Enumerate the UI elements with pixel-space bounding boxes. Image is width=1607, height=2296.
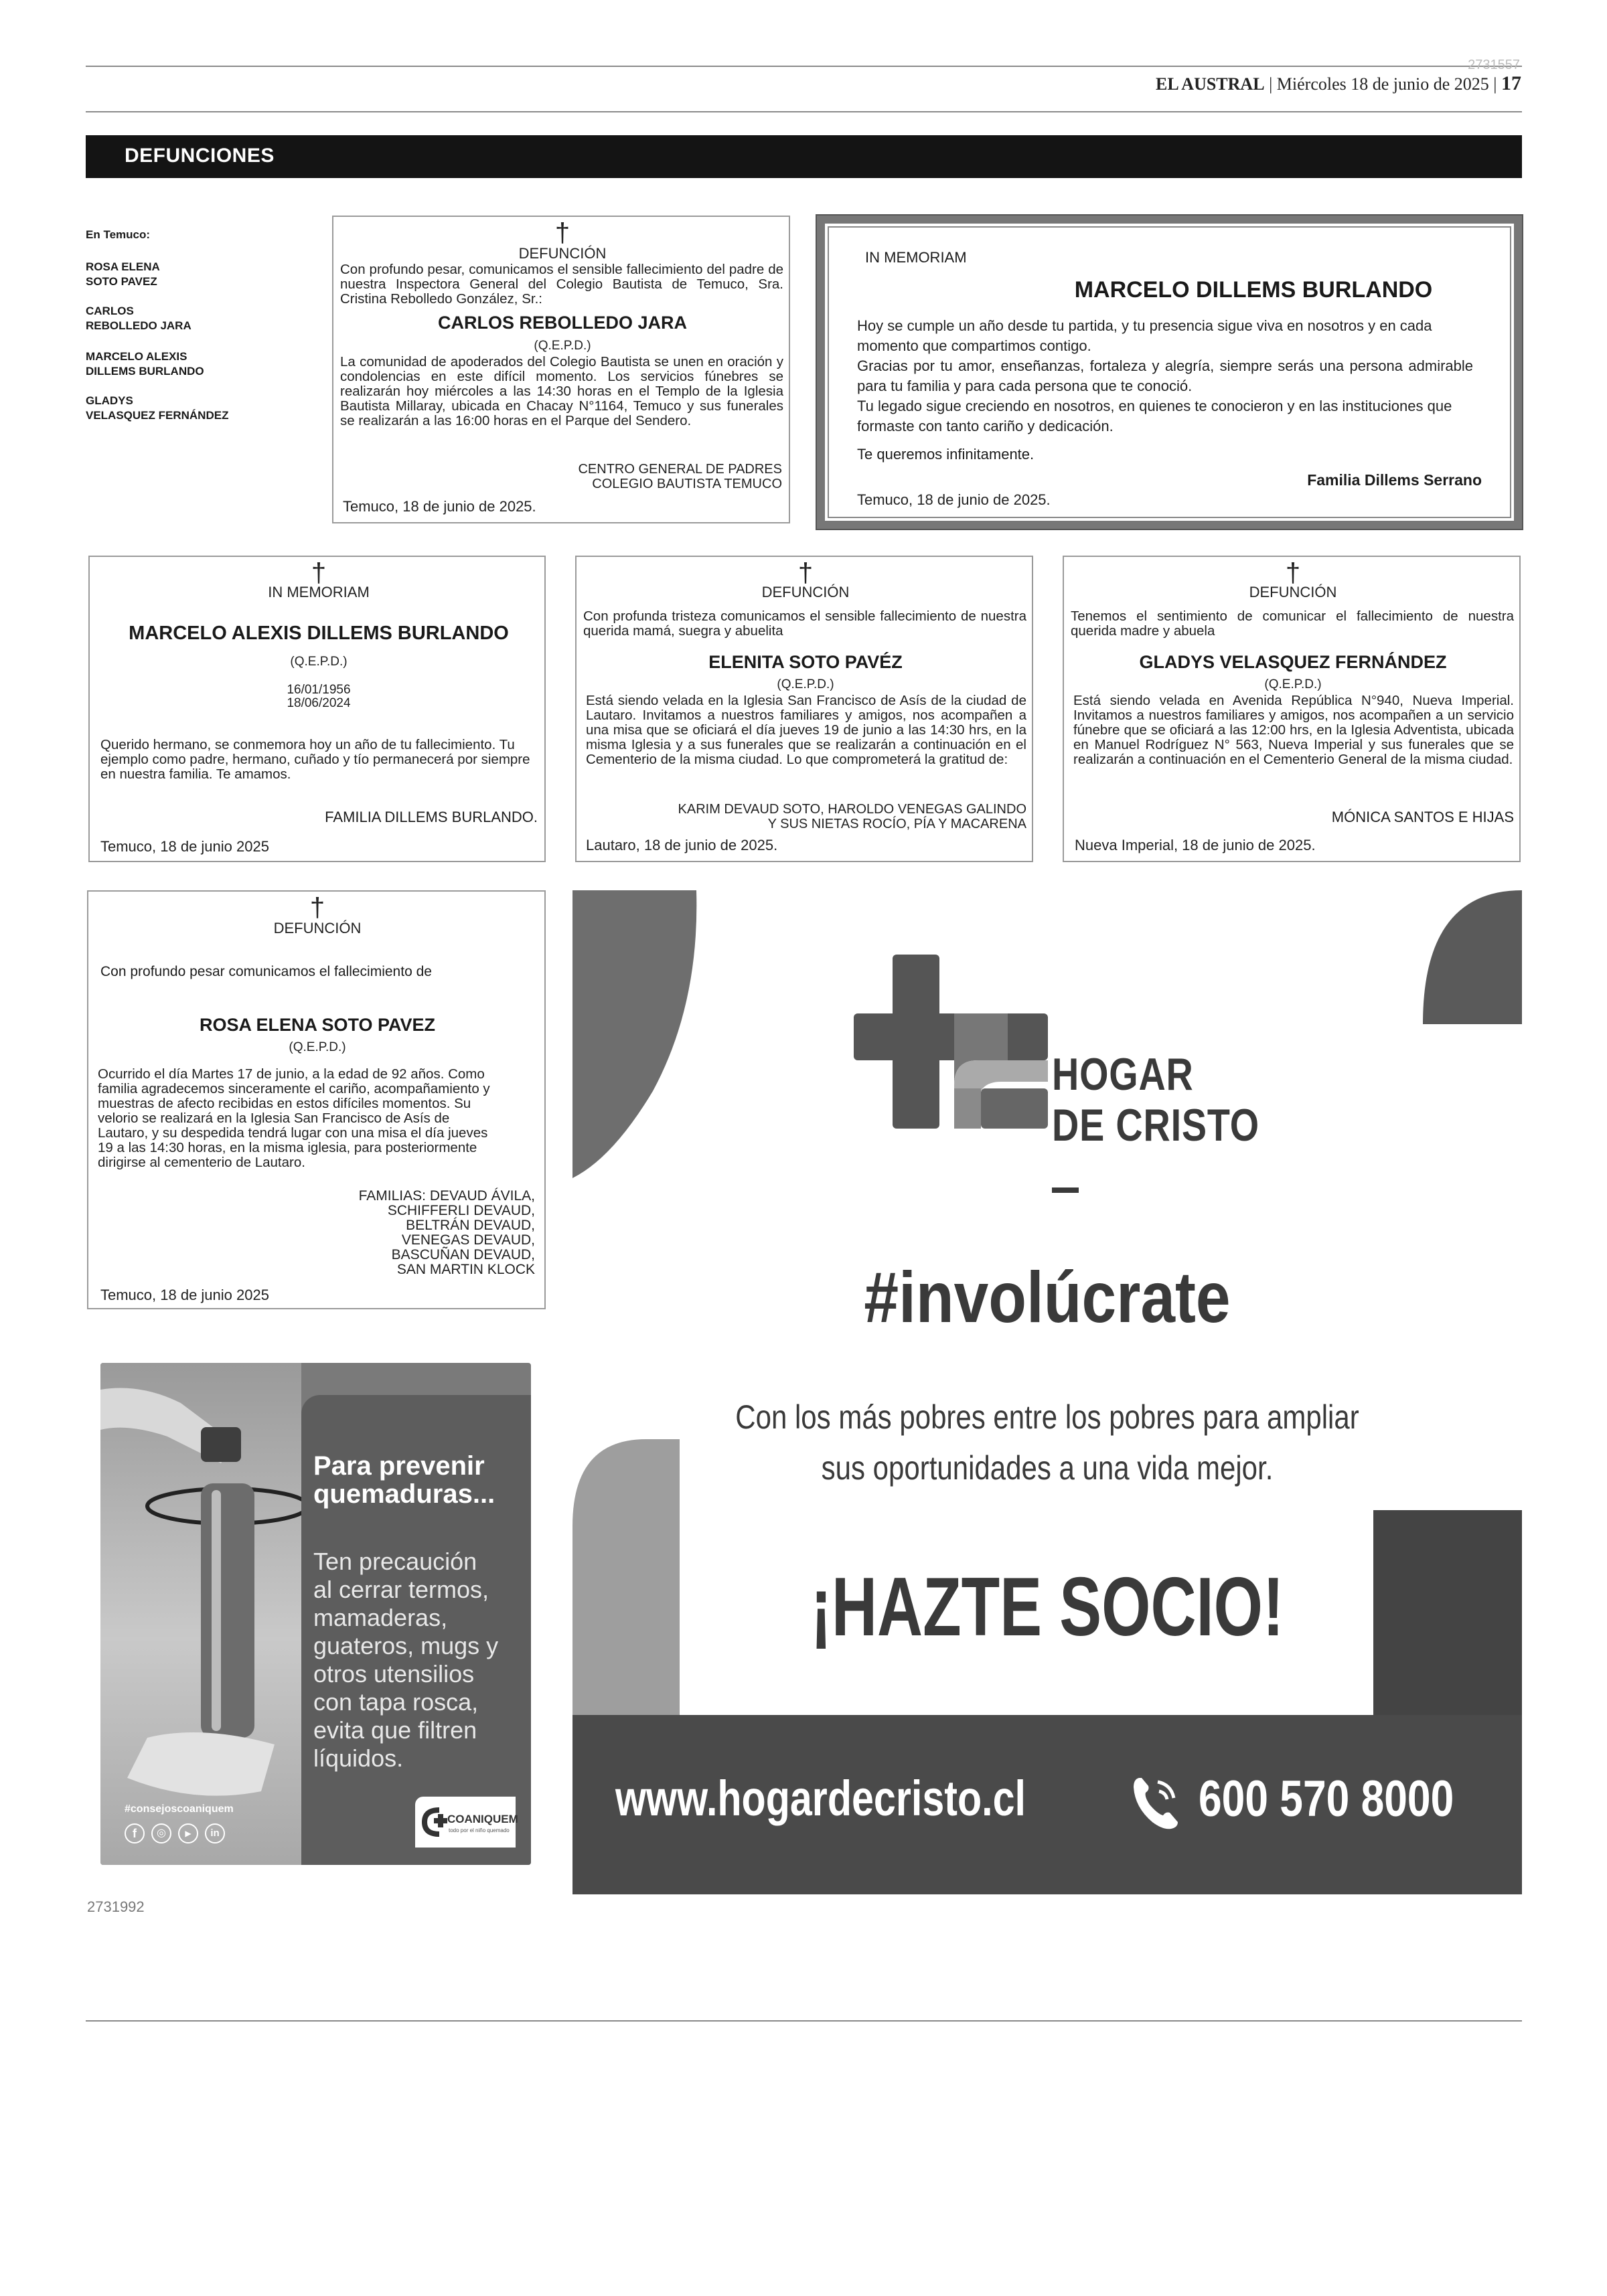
memoriam-paragraph: Gracias por tu amor, enseñanzas, fortaleza y alegría, siempre serás una persona admirable para tu familia y para cada persona que te conoció.: [857, 357, 1473, 394]
notice-date: Temuco, 18 de junio 2025: [100, 838, 269, 855]
ad-tagline: Con los más pobres entre los pobres para ampliar: [735, 1398, 1359, 1436]
ad-photo: [100, 1363, 301, 1865]
ad-code: 2731992: [87, 1898, 145, 1915]
bottom-rule: [86, 2020, 1522, 2022]
ad-headline: quemaduras...: [313, 1479, 495, 1509]
youtube-icon[interactable]: ▶: [178, 1823, 198, 1843]
coaniquem-sub: todo por el niño quemado: [449, 1827, 510, 1833]
index-name: ROSA ELENA SOTO PAVEZ: [86, 260, 160, 288]
linkedin-icon[interactable]: in: [205, 1823, 225, 1843]
notice-intro: Tenemos el sentimiento de comunicar el fallecimiento de nuestra querida madre y abuela: [1071, 608, 1514, 639]
contact-band: [572, 1715, 1522, 1894]
ad-hashtag: #involúcrate: [864, 1256, 1231, 1337]
cross-icon: †: [554, 218, 570, 248]
page-number: 17: [1501, 72, 1521, 94]
notice-body: Está siendo velada en la Iglesia San Francisco de Asís de la ciudad de Lautaro. Invitamos a nuestros familiares y amigos, nos acompañen a una misa que se oficiará el día jueves 19 de junio a las 14:30 hrs, en la misma Iglesia y a sus funerales que se realizarán a continuación en el Cementerio de la misma ciudad. Lo que comprometerá la gratitud de:: [586, 693, 1026, 767]
ad-text-panel: [301, 1395, 531, 1865]
cross-icon: †: [797, 558, 814, 588]
memoriam-framed: [817, 216, 1522, 529]
deceased-name: ELENITA SOTO PAVÉZ: [708, 652, 903, 672]
memoriam-date: Temuco, 18 de junio de 2025.: [857, 491, 1051, 508]
ad-coaniquem: [100, 1363, 531, 1865]
notice-body: Querido hermano, se conmemora hoy un año de tu fallecimiento. Tu ejemplo como padre, hermano, cuñado y tío permanecerá por siempre en nuestra familia. Te amamos.: [100, 737, 530, 782]
qepd: (Q.E.P.D.): [534, 339, 591, 353]
index-name: GLADYS VELASQUEZ FERNÁNDEZ: [86, 394, 229, 422]
ad-hashtag: #consejoscoaniquem: [125, 1803, 234, 1815]
notice-rebolledo: [332, 216, 790, 523]
ad-cta: ¡HAZTE SOCIO!: [810, 1561, 1284, 1653]
brand-line-1: HOGAR: [1052, 1049, 1194, 1100]
deceased-name: CARLOS REBOLLEDO JARA: [437, 313, 688, 333]
section-bar: [86, 135, 1522, 178]
notice-body: Ocurrido el día Martes 17 de junio, a la edad de 92 años. Como familia agradecemos sinceramente el cariño, acompañamiento y muestras de afecto recibidas en estos difíciles momentos. Su velorio se realizará en la Iglesia San Francisco de Asís de Lautaro, y su despedida tendrá lugar con una misa el día jueves 19 a las 14:30 horas, en la misma iglesia, para posteriormente dirigirse al cementerio de Lautaro.: [98, 1066, 490, 1170]
top-rule: [86, 66, 1522, 67]
notice-caption: DEFUNCIÓN: [518, 245, 607, 262]
hogar-logo-icon: [854, 955, 1048, 1129]
ad-tagline: sus oportunidades a una vida mejor.: [821, 1449, 1274, 1487]
instagram-icon[interactable]: ◎: [151, 1823, 171, 1843]
index-heading: En Temuco:: [86, 228, 151, 241]
notice-caption: DEFUNCIÓN: [1249, 584, 1337, 600]
notice-date: Nueva Imperial, 18 de junio de 2025.: [1075, 837, 1316, 853]
notice-caption: DEFUNCIÓN: [761, 584, 850, 600]
section-title: DEFUNCIONES: [125, 145, 275, 167]
deceased-name: GLADYS VELASQUEZ FERNÁNDEZ: [1139, 652, 1447, 672]
corner-shape: [1423, 890, 1522, 1024]
cross-icon: †: [309, 893, 325, 922]
deceased-name: MARCELO ALEXIS DILLEMS BURLANDO: [129, 623, 509, 644]
ad-phone[interactable]: 600 570 8000: [1199, 1771, 1454, 1827]
notice-date: Temuco, 18 de junio 2025: [100, 1287, 269, 1303]
masthead: EL AUSTRAL | Miércoles 18 de junio de 2025 | 17: [1155, 72, 1521, 94]
brand-line-2: DE CRISTO: [1052, 1100, 1259, 1151]
index-name: MARCELO ALEXIS DILLEMS BURLANDO: [86, 350, 204, 378]
paper-name: EL AUSTRAL: [1155, 74, 1265, 94]
notice-gladys: [1063, 556, 1521, 862]
coaniquem-logo: [415, 1797, 516, 1848]
coaniquem-brand: COANIQUEM: [447, 1813, 518, 1825]
notice-body: Está siendo velada en Avenida República N°940, Nueva Imperial. Invitamos a nuestros familiares y amigos, nos acompañen a un servicio fúnebre que se oficiará a las 12:00 hrs, en la Iglesia Adventista, ubicada en Manuel Rodríguez N° 563, Nueva Imperial y sus funerales que se realizarán a continuación en el Cementerio General de la misma ciudad.: [1073, 693, 1514, 767]
notice-signature: MÓNICA SANTOS E HIJAS: [1331, 809, 1514, 825]
notice-rosa: [87, 890, 546, 1309]
header-date: Miércoles 18 de junio de 2025: [1276, 74, 1489, 94]
notice-intro: Con profunda tristeza comunicamos el sensible fallecimiento de nuestra querida mamá, suegra y abuelita: [583, 608, 1026, 639]
header-rule: [86, 111, 1522, 112]
qepd: (Q.E.P.D.): [777, 677, 834, 691]
memoriam-paragraph: Tu legado sigue creciendo en nosotros, en quienes te conocieron y en las instituciones que formaste con tanto cariño y dedicación.: [857, 398, 1452, 434]
phone-icon: [1130, 1773, 1183, 1834]
ghost-code: 2731557: [1468, 58, 1520, 72]
coaniquem-logo-icon: [420, 1806, 447, 1838]
memoriam-paragraph: Te queremos infinitamente.: [857, 446, 1035, 463]
qepd: (Q.E.P.D.): [1264, 677, 1322, 691]
notice-signature: KARIM DEVAUD SOTO, HAROLDO VENEGAS GALINDO Y SUS NIETAS ROCÍO, PÍA Y MACARENA: [678, 802, 1026, 831]
memoriam-marcelo: [88, 556, 546, 862]
memoriam-caption: IN MEMORIAM: [865, 249, 967, 266]
qepd: (Q.E.P.D.): [290, 655, 348, 669]
ad-url[interactable]: www.hogardecristo.cl: [615, 1771, 1026, 1826]
notice-date: Temuco, 18 de junio de 2025.: [343, 498, 536, 515]
birth-date: 16/01/1956: [287, 683, 351, 697]
notice-caption: IN MEMORIAM: [268, 584, 370, 600]
notice-signature: CENTRO GENERAL DE PADRES COLEGIO BAUTISTA TEMUCO: [578, 462, 782, 491]
cross-icon: †: [1285, 558, 1301, 588]
notice-intro: Con profundo pesar comunicamos el fallecimiento de: [100, 964, 432, 979]
ad-headline: Para prevenir: [313, 1451, 485, 1481]
notice-signature: FAMILIA DILLEMS BURLANDO.: [325, 809, 538, 825]
thermos-illustration: [100, 1363, 301, 1865]
leaf-shape: [572, 890, 696, 1178]
qepd: (Q.E.P.D.): [289, 1040, 346, 1054]
notice-body: La comunidad de apoderados del Colegio Bautista se unen en oración y condolencias en este difícil momento. Los servicios fúnebres se realizarán hoy miércoles a las 14:30 horas en el Templo de la Iglesia Bautista Millaray, ubicada en Chacay N°1164, Temuco y sus funerales se realizarán a las 16:00 horas en el Parque del Sendero.: [340, 354, 783, 428]
notice-intro: Con profundo pesar, comunicamos el sensible fallecimiento del padre de nuestra Inspectora General del Colegio Bautista de Temuco, Sra. Cristina Rebolledo González, Sr.:: [340, 262, 783, 307]
notice-signature: FAMILIAS: DEVAUD ÁVILA, SCHIFFERLI DEVAUD, BELTRÁN DEVAUD, VENEGAS DEVAUD, BASCUÑAN DEVAUD, SAN MARTIN KLOCK: [358, 1188, 535, 1277]
notice-elenita: [575, 556, 1033, 862]
facebook-icon[interactable]: f: [125, 1823, 145, 1843]
death-date: 18/06/2024: [287, 696, 351, 710]
notice-caption: DEFUNCIÓN: [273, 920, 362, 936]
ad-hogar-de-cristo: [572, 890, 1522, 1894]
notice-date: Lautaro, 18 de junio de 2025.: [586, 837, 778, 853]
ad-body: Ten precaución al cerrar termos, mamaderas, guateros, mugs y otros utensilios con tapa rosca, evita que filtren líquidos.: [313, 1548, 499, 1772]
memoriam-signature: Familia Dillems Serrano: [1307, 471, 1482, 489]
brand-underline: [1052, 1187, 1079, 1193]
memoriam-paragraph: Hoy se cumple un año desde tu partida, y tu presencia sigue viva en nosotros y en cada momento que compartimos contigo.: [857, 317, 1432, 354]
memoriam-name: MARCELO DILLEMS BURLANDO: [1074, 277, 1433, 303]
deceased-name: ROSA ELENA SOTO PAVEZ: [199, 1015, 436, 1035]
index-name: CARLOS REBOLLEDO JARA: [86, 305, 192, 332]
cross-icon: †: [311, 558, 327, 588]
